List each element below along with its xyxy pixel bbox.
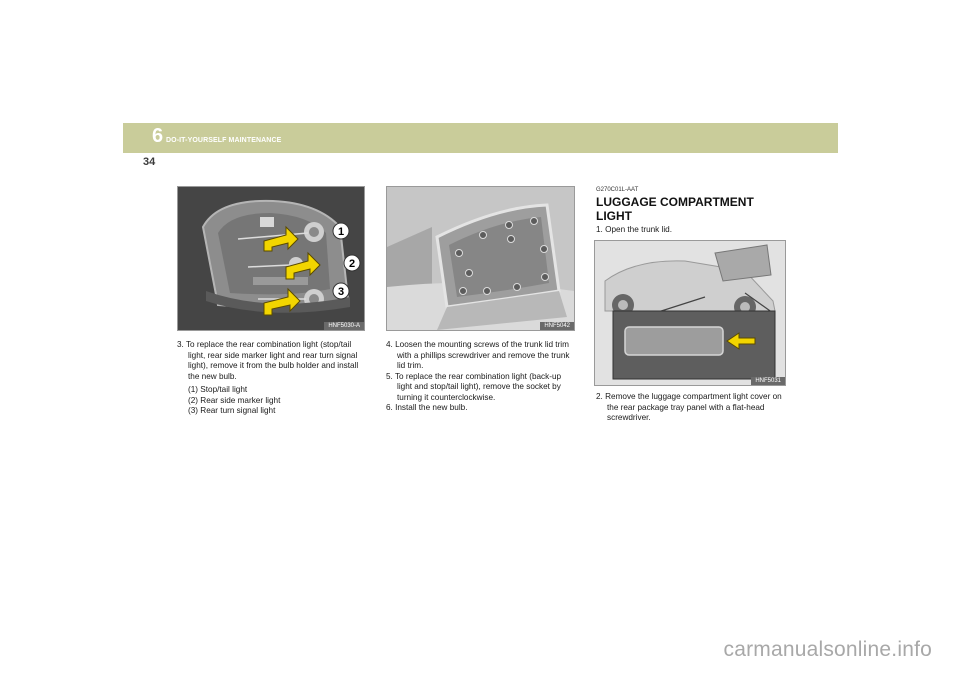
list-item: (2) Rear side marker light [188,395,281,405]
figure-rear-combination-light [177,186,365,331]
figure-code: HNF5042 [540,322,574,330]
svg-text:2: 2 [348,258,356,270]
figure-luggage-compartment-light [594,240,786,386]
svg-text:1: 1 [337,226,345,238]
trunk-lid-photo [387,187,574,330]
column-2-text [386,340,576,414]
step-1: 1. Open the trunk lid. [596,225,673,234]
list-item: (1) Stop/tail light [188,385,248,394]
step-4: 4. Loosen the mounting screws of the trunk lid trim with a phillips screwdriver and remove the trunk lid trim. [386,340,570,370]
site-watermark[interactable]: carmanualsonline.info [723,638,932,661]
figure-trunk-lid-trim [386,186,575,331]
list-item: (3) Rear turn signal light [188,406,276,415]
callout-number-3 [333,283,349,299]
chapter-number: 6 [152,125,164,147]
callout-number-2 [344,255,360,271]
rear-light-photo [178,187,364,330]
figure-code: HNF5030-A [324,322,364,330]
step-3: 3. To replace the rear combination light (stop/tail light, rear side marker light and rear turn signal light), remove it from the bulb holder and install the new bulb. [177,340,359,381]
callout-number-1 [333,223,349,239]
column-1-text [177,340,365,417]
section-code: G270C01L-AAT [596,187,639,193]
luggage-light-photo [595,241,785,385]
step-6: 6. Install the new bulb. [386,403,468,412]
step-2: 2. Remove the luggage compartment light cover on the rear package tray panel with a flat-head screwdriver. [596,392,782,422]
section-title: LUGGAGE COMPARTMENT LIGHT [596,195,754,223]
page-number: 34 [143,156,156,168]
column-3-text [596,392,786,424]
svg-text:3: 3 [337,286,345,298]
step-5: 5. To replace the rear combination light (back-up light and stop/tail light), remove the socket by turning it counterclockwise. [386,371,562,402]
figure-code: HNF5031 [751,377,785,385]
chapter-title: DO-IT-YOURSELF MAINTENANCE [166,137,282,144]
